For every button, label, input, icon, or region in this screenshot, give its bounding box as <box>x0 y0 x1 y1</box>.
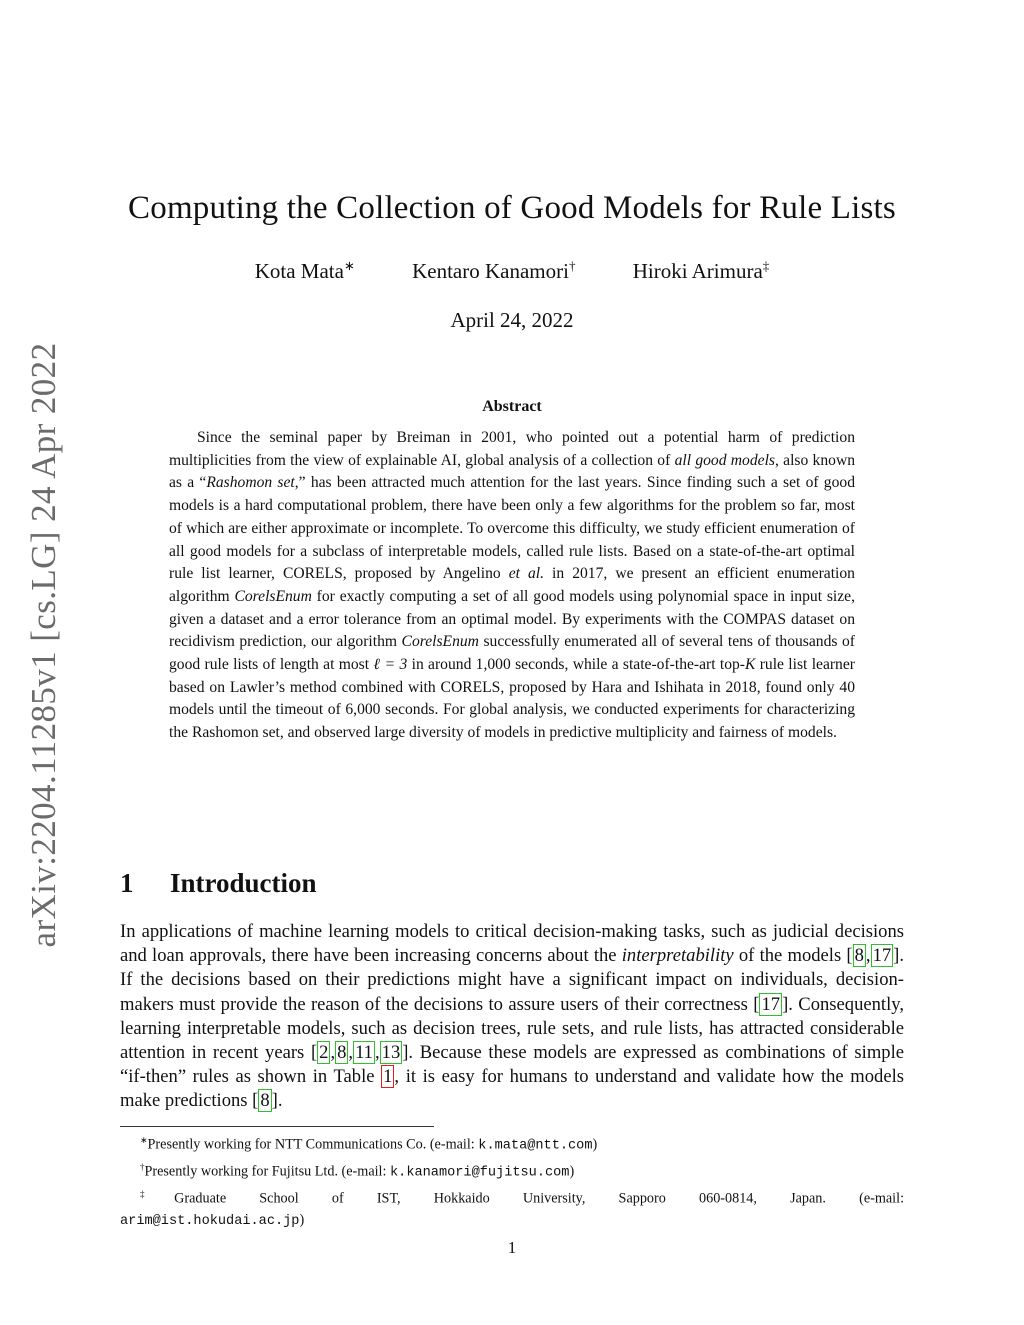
footnote-mark: ∗ <box>140 1135 148 1145</box>
footnote-divider <box>120 1126 434 1127</box>
footnote-mark: ‡ <box>140 1189 175 1200</box>
author-name: Kota Mata <box>254 259 344 283</box>
page-number: 1 <box>507 1238 517 1257</box>
abstract-emphasis: CorelsEnum <box>234 587 312 605</box>
footnotes <box>120 1130 904 1232</box>
author <box>633 258 770 284</box>
author-name: Kentaro Kanamori <box>412 259 569 283</box>
footnote-continuation <box>120 1210 904 1233</box>
abstract-heading: Abstract <box>482 398 542 415</box>
author-name: Hiroki Arimura <box>632 259 763 283</box>
author-mark: ‡ <box>762 258 770 273</box>
abstract-text <box>169 427 855 745</box>
citation-link[interactable]: 13 <box>381 1042 401 1064</box>
citation-link[interactable]: 8 <box>854 945 864 967</box>
footnote-text: Graduate School of IST, Hokkaido University, Sapporo 060-0814, Japan. (e-mail: <box>174 1191 905 1208</box>
abstract-emphasis: CorelsEnum <box>401 633 479 651</box>
section-heading <box>120 868 317 899</box>
author-list <box>0 258 1024 284</box>
citation-link[interactable]: 17 <box>872 945 892 967</box>
intro-text-part: of the models [ <box>733 945 853 967</box>
abstract-emphasis: et al. <box>508 565 545 583</box>
citation-link[interactable]: 8 <box>260 1090 270 1112</box>
abstract-text-part: rule list learner based on Lawler’s method combined with CORELS, proposed by Hara and Ishihata in 2018, found only 40 models until the timeout of 6,000 seconds. For global analysis, we conducted experiments for characterizing the Rashomon set, and observed large diversity of models in predictive multiplicity and fairness of models. <box>169 656 855 742</box>
intro-text-part: ]. <box>271 1090 283 1112</box>
abstract-text-part: , also known as a “ <box>169 451 855 492</box>
footnote-text: Presently working for NTT Communications Co. (e-mail: <box>147 1136 479 1153</box>
author <box>255 258 355 284</box>
footnote-text: Presently working for Fujitsu Ltd. (e-mail: <box>144 1163 390 1180</box>
introduction-text: In applications of machine learning models to critical decision-making tasks, such as judicial decisions and loan approvals, there have been increasing concerns about the interpretability of the models [ 8 , 17 ]. If the decisions based on their predictions might have a significant impact on individuals, decision-makers must provide the reason of the decisions to assure users of their correctness [ 17 ]. Consequently, learning interpretable models, such as decision trees, rule sets, and rule lists, has attracted considerable attention in recent years [ 2 , 8 , 11 , 13 ]. Because these models are expressed as combinations of simple “if-then” rules as shown in Table 1 , it is easy for humans to understand and validate how the models make predictions [ 8 ]. <box>120 921 905 1112</box>
abstract-text-part: for exactly computing a set of all good models using polynomial space in input size, given a dataset and a error tolerance from an optimal model. By experiments with the COMPAS dataset on recidivism prediction, our algorithm <box>169 587 856 651</box>
paper-title: Computing the Collection of Good Models for Rule Lists <box>128 190 896 226</box>
footnote-mark: † <box>140 1162 145 1173</box>
citation-link[interactable]: 8 <box>337 1042 347 1064</box>
footnote-email[interactable]: k.kanamori@fujitsu.com <box>390 1165 570 1181</box>
intro-text-part: , it is easy for humans to understand and validate how the models make predictions [ <box>120 1066 904 1112</box>
footnote <box>120 1157 904 1184</box>
paper-date: April 24, 2022 <box>450 308 574 332</box>
footnote <box>120 1130 904 1157</box>
arxiv-identifier: arXiv:2204.11285v1 [cs.LG] 24 Apr 2022 <box>24 342 63 948</box>
intro-text-part: ]. Because these models are expressed as combinations of simple “if-then” rules as shown in Table <box>120 1042 905 1088</box>
abstract-text-part: successfully enumerated all of several tens of thousands of good rule lists of length at most <box>169 633 855 674</box>
abstract-text-part: in around 1,000 seconds, while a state-of-the-art top- <box>407 656 745 674</box>
abstract-emphasis: all good models <box>674 451 775 469</box>
intro-text-part: ]. If the decisions based on their predictions might have a significant impact on individuals, decision-makers must provide the reason of the decisions to assure users of their correctness [ <box>120 945 904 1015</box>
section-number: 1 <box>120 868 134 898</box>
abstract-emphasis: Rashomon set <box>206 474 295 492</box>
intro-text-part: In applications of machine learning models to critical decision-making tasks, such as judicial decisions and loan approvals, there have been increasing concerns about the <box>120 921 904 967</box>
footnote <box>120 1184 904 1209</box>
footnote-email[interactable]: arim@ist.hokudai.ac.jp <box>120 1213 300 1229</box>
citation-link[interactable]: 17 <box>761 993 781 1015</box>
abstract-text-part: in 2017, we present an efficient enumeration algorithm <box>169 565 855 605</box>
table-reference-link[interactable]: 1 <box>383 1066 393 1088</box>
math-expression: ℓ = 3 <box>373 656 408 674</box>
footnote-close: ) <box>592 1136 598 1153</box>
abstract-text-part: ,” has been attracted much attention for the last years. Since finding such a set of good models is a hard computational problem, there have been only a few algorithms for the problem so far, most of which are either approximate or incomplete. To overcome this difficulty, we study efficient enumeration of all good models for a subclass of interpretable models, called rule lists. Based on a state-of-the-art optimal rule list learner, CORELS, proposed by Angelino <box>169 474 855 583</box>
intro-emphasis: interpretability <box>621 945 734 967</box>
abstract-text-part: Since the seminal paper by Breiman in 2001, who pointed out a potential harm of prediction multiplicities from the view of explainable AI, global analysis of a collection of <box>169 429 855 469</box>
math-expression: K <box>745 656 756 674</box>
footnote-close: ) <box>299 1211 305 1228</box>
footnote-email[interactable]: k.mata@ntt.com <box>478 1138 593 1154</box>
citation-link[interactable]: 11 <box>355 1042 373 1064</box>
citation-link[interactable]: 2 <box>319 1042 329 1064</box>
author <box>412 258 575 284</box>
author-mark: † <box>568 258 576 273</box>
section-title: Introduction <box>170 868 317 898</box>
intro-text-part: ]. Consequently, learning interpretable models, such as decision trees, rule sets, and rule lists, has attracted considerable attention in recent years [ <box>120 993 905 1064</box>
footnote-close: ) <box>569 1163 575 1180</box>
author-mark: ∗ <box>343 258 355 273</box>
